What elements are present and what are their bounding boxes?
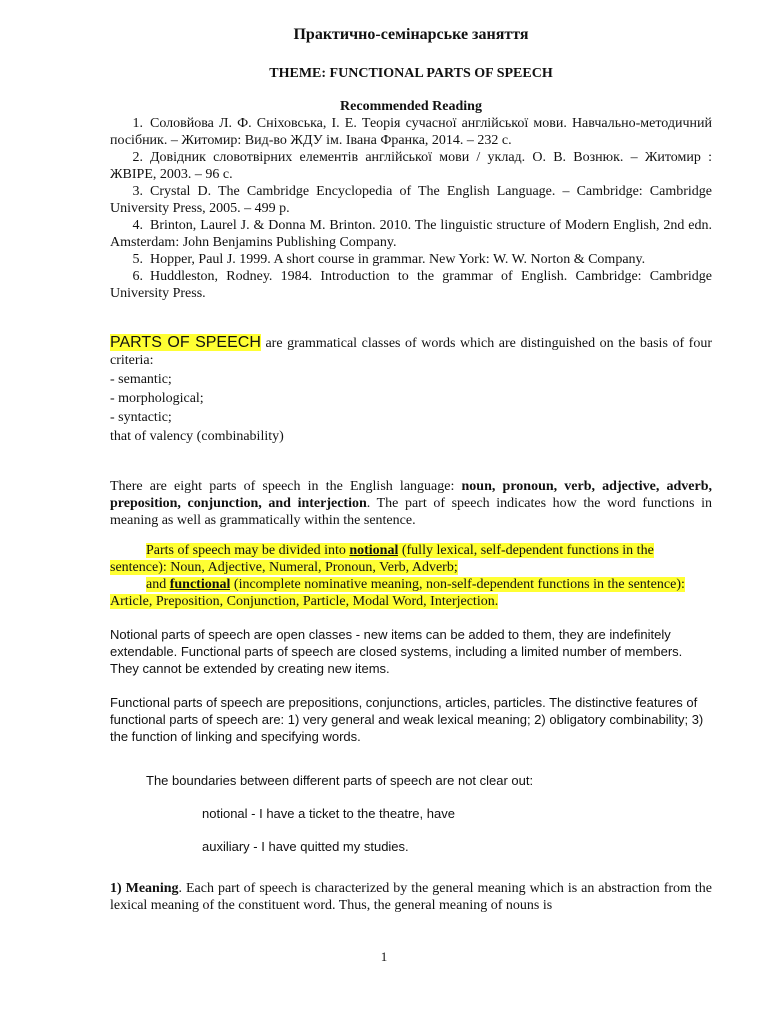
reading-item-text: Hopper, Paul J. 1999. A short course in grammar. New York: W. W. Norton & Company. <box>150 252 646 267</box>
boundaries-paragraph: The boundaries between different parts of speech are not clear out: <box>146 773 534 788</box>
parts-of-speech-term: PARTS OF SPEECH <box>110 334 261 351</box>
theme-heading: THEME: FUNCTIONAL PARTS OF SPEECH <box>269 66 553 81</box>
meaning-label: 1) Meaning <box>110 881 179 896</box>
reading-item <box>110 115 712 149</box>
division-line2-post: (incomplete nominative meaning, non-self-dependent functions in the sentence): Article, Preposition, Conjunction, Particle, Modal Word, Interjection. <box>110 577 685 609</box>
functional-term: functional <box>169 577 231 592</box>
division-line2-pre: and <box>146 577 170 592</box>
division-line1-post: (fully lexical, self-dependent functions in the sentence): Noun, Adjective, Numeral, Pronoun, Verb, Adverb; <box>110 543 654 575</box>
reading-item-text: Brinton, Laurel J. & Donna M. Brinton. 2010. The linguistic structure of Modern English, 2nd edn. Amsterdam: John Benjamins Publishing Company. <box>110 218 712 250</box>
eight-parts-list: noun, pronoun, verb, adjective, adverb, preposition, conjunction, and interjection <box>110 479 712 511</box>
criterion-item: - morphological; <box>110 391 204 406</box>
reading-item <box>110 268 712 302</box>
reading-item-number: 1. <box>132 116 143 131</box>
definition-text: are grammatical classes of words which are distinguished on the basis of four criteria: <box>110 336 712 368</box>
page-title: Практично-семінарське заняття <box>293 26 529 43</box>
division-paragraph <box>110 542 712 610</box>
example-notional: notional - I have a ticket to the theatre, have <box>202 806 455 821</box>
criterion-item: - syntactic; <box>110 410 172 425</box>
reading-item-number: 6. <box>132 269 143 284</box>
notional-paragraph: Notional parts of speech are open classes - new items can be added to them, they are indefinitely extendable. Functional parts of speech are closed systems, including a limited number of members. They cannot be extended by creating new items. <box>110 627 683 676</box>
division-line1-pre: Parts of speech may be divided into <box>146 543 350 558</box>
reading-item-text: Соловйова Л. Ф. Сніховська, І. Е. Теорія сучасної англійської мови. Навчально-методичний посібник. – Житомир: Вид-во ЖДУ ім. Івана Франка, 2014. – 232 с. <box>110 116 712 148</box>
reading-list <box>110 115 712 302</box>
reading-item-text: Crystal D. The Cambridge Encyclopedia of The English Language. – Cambridge: Cambridge University Press, 2005. – 499 p. <box>110 184 712 216</box>
reading-item-number: 3. <box>132 184 143 199</box>
reading-item <box>110 149 712 183</box>
criterion-item: - semantic; <box>110 372 172 387</box>
reading-item <box>110 183 712 217</box>
eight-parts-rest: . The part of speech indicates how the word functions in meaning as well as grammatically within the sentence. <box>110 496 712 528</box>
reading-item-number: 2. <box>132 150 143 165</box>
reading-item <box>110 251 712 268</box>
recommended-reading-heading: Recommended Reading <box>340 99 482 114</box>
reading-item-number: 4. <box>132 218 143 233</box>
eight-parts-paragraph <box>110 478 712 529</box>
page-number: 1 <box>380 949 388 964</box>
example-auxiliary: auxiliary - I have quitted my studies. <box>202 839 409 854</box>
notional-term: notional <box>349 543 399 558</box>
meaning-paragraph <box>110 880 712 914</box>
meaning-text: . Each part of speech is characterized by the general meaning which is an abstraction from the lexical meaning of the constituent word. Thus, the general meaning of nouns is <box>110 881 712 913</box>
eight-parts-intro: There are eight parts of speech in the English language: <box>110 479 462 494</box>
reading-item-text: Довідник словотвірних елементів англійської мови / уклад. О. В. Вознюк. – Житомир : ЖВІРЕ, 2003. – 96 с. <box>110 150 712 182</box>
reading-item-number: 5. <box>132 252 143 267</box>
reading-item <box>110 217 712 251</box>
parts-of-speech-definition <box>110 334 712 369</box>
criterion-item: that of valency (combinability) <box>110 429 284 444</box>
reading-item-text: Huddleston, Rodney. 1984. Introduction to the grammar of English. Cambridge: Cambridge University Press. <box>110 269 712 301</box>
functional-paragraph: Functional parts of speech are prepositions, conjunctions, articles, particles. The distinctive features of functional parts of speech are: 1) very general and weak lexical meaning; 2) obligatory combinability; 3) the function of linking and specifying words. <box>110 695 704 744</box>
